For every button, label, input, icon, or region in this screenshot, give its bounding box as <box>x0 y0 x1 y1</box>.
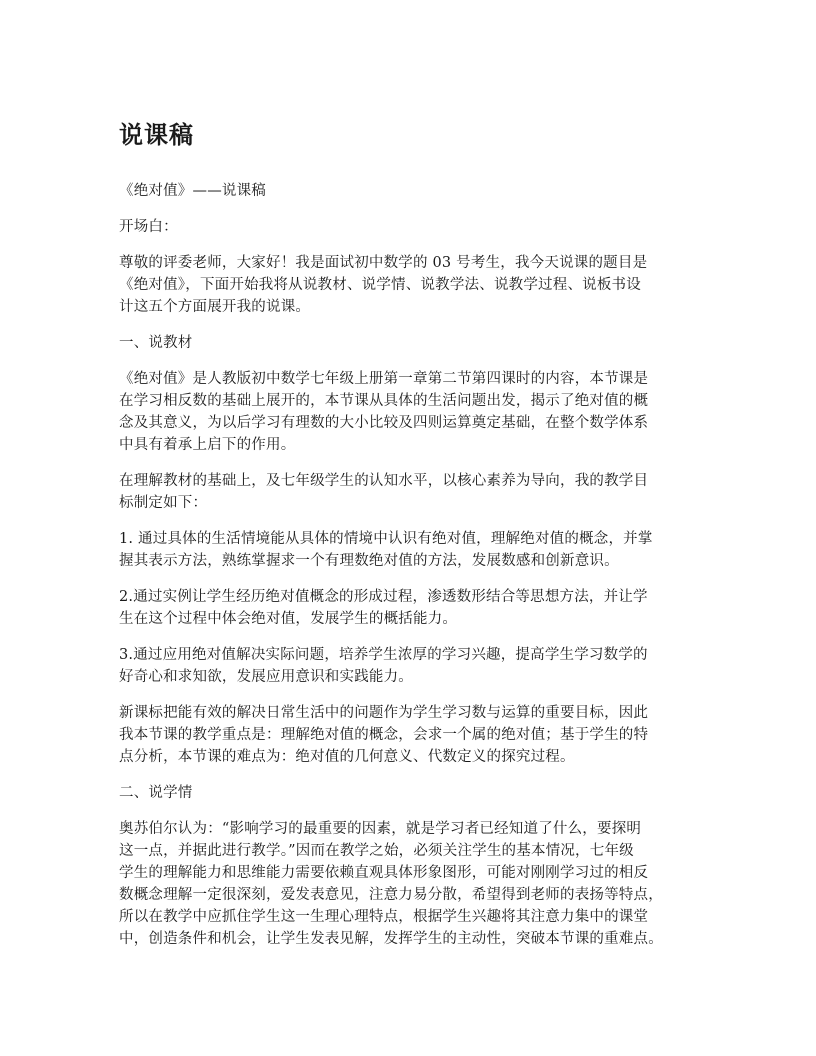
paragraph <box>119 470 713 514</box>
text-line: 中具有着承上启下的作用。 <box>119 437 296 453</box>
text-line: 点分析，本节课的难点为：绝对值的几何意义、代数定义的探究过程。 <box>119 749 575 765</box>
text-line: 1. 通过具体的生活情境能从具体的情境中认识有绝对值，理解绝对值的概念，并掌 <box>119 531 653 547</box>
paragraph <box>119 528 713 572</box>
text-line: 中，创造条件和机会，让学生发表见解，发挥学生的主动性，突破本节课的重难点。 <box>119 931 663 947</box>
text-line: 《绝对值》，下面开始我将从说教材、说学情、说教学法、说教学过程、说板书设 <box>119 277 641 293</box>
text-line: 我本节课的教学重点是：理解绝对值的概念，会求一个属的绝对值；基于学生的特 <box>119 727 649 743</box>
text-line: 新课标把能有效的解决日常生活中的问题作为学生学习数与运算的重要目标，因此 <box>119 705 649 721</box>
text-line: 3.通过应用绝对值解决实际问题，培养学生浓厚的学习兴趣，提高学生学习数学的 <box>119 647 648 663</box>
paragraph <box>119 332 713 354</box>
text-line: 在学习相反数的基础上展开的，本节课从具体的生活问题出发，揭示了绝对值的概 <box>119 393 649 409</box>
text-line: 所以在教学中应抓住学生这一生理心理特点，根据学生兴趣将其注意力集中的课堂 <box>119 909 649 925</box>
paragraph-list <box>119 180 713 950</box>
text-line: 2.通过实例让学生经历绝对值概念的形成过程，渗透数形结合等思想方法，并让学 <box>119 589 648 605</box>
paragraph <box>119 586 713 630</box>
paragraph <box>119 782 713 804</box>
text-line: 学生的理解能力和思维能力需要依赖直观具体形象图形，可能对刚刚学习过的相反 <box>119 865 649 881</box>
text-line: 尊敬的评委老师，大家好！我是面试初中数学的 03 号考生，我今天说课的题目是 <box>119 255 648 271</box>
text-line: 《绝对值》——说课稿 <box>119 183 266 199</box>
document-title: 说课稿 <box>119 121 194 149</box>
text-line: 二、说学情 <box>119 785 193 801</box>
text-line: 好奇心和求知欲，发展应用意识和实践能力。 <box>119 669 413 685</box>
text-line: 《绝对值》是人教版初中数学七年级上册第一章第二节第四课时的内容，本节课是 <box>119 371 649 387</box>
paragraph <box>119 216 713 238</box>
text-line: 标制定如下： <box>119 495 208 511</box>
text-line: 念及其意义，为以后学习有理数的大小比较及四则运算奠定基础，在整个数学体系 <box>119 415 649 431</box>
text-line: 生在这个过程中体会绝对值，发展学生的概括能力。 <box>119 611 458 627</box>
text-line: 奥苏伯尔认为：“影响学习的最重要的因素，就是学习者已经知道了什么，要探明 <box>119 821 642 837</box>
text-line: 一、说教材 <box>119 335 193 351</box>
text-line: 计这五个方面展开我的说课。 <box>119 299 311 315</box>
paragraph <box>119 368 713 456</box>
text-line: 握其表示方法，熟练掌握求一个有理数绝对值的方法，发展数感和创新意识。 <box>119 553 619 569</box>
text-line: 在理解教材的基础上，及七年级学生的认知水平，以核心素养为导向，我的教学目 <box>119 473 649 489</box>
document-body <box>119 118 713 964</box>
paragraph <box>119 702 713 768</box>
paragraph <box>119 180 713 202</box>
paragraph <box>119 644 713 688</box>
paragraph <box>119 818 713 950</box>
text-line: 这一点，并据此进行教学。”因而在教学之始，必须关注学生的基本情况，七年级 <box>119 843 634 859</box>
paragraph <box>119 252 713 318</box>
text-line: 开场白： <box>119 219 178 235</box>
text-line: 数概念理解一定很深刻，爱发表意见，注意力易分散，希望得到老师的表扬等特点， <box>119 887 663 903</box>
